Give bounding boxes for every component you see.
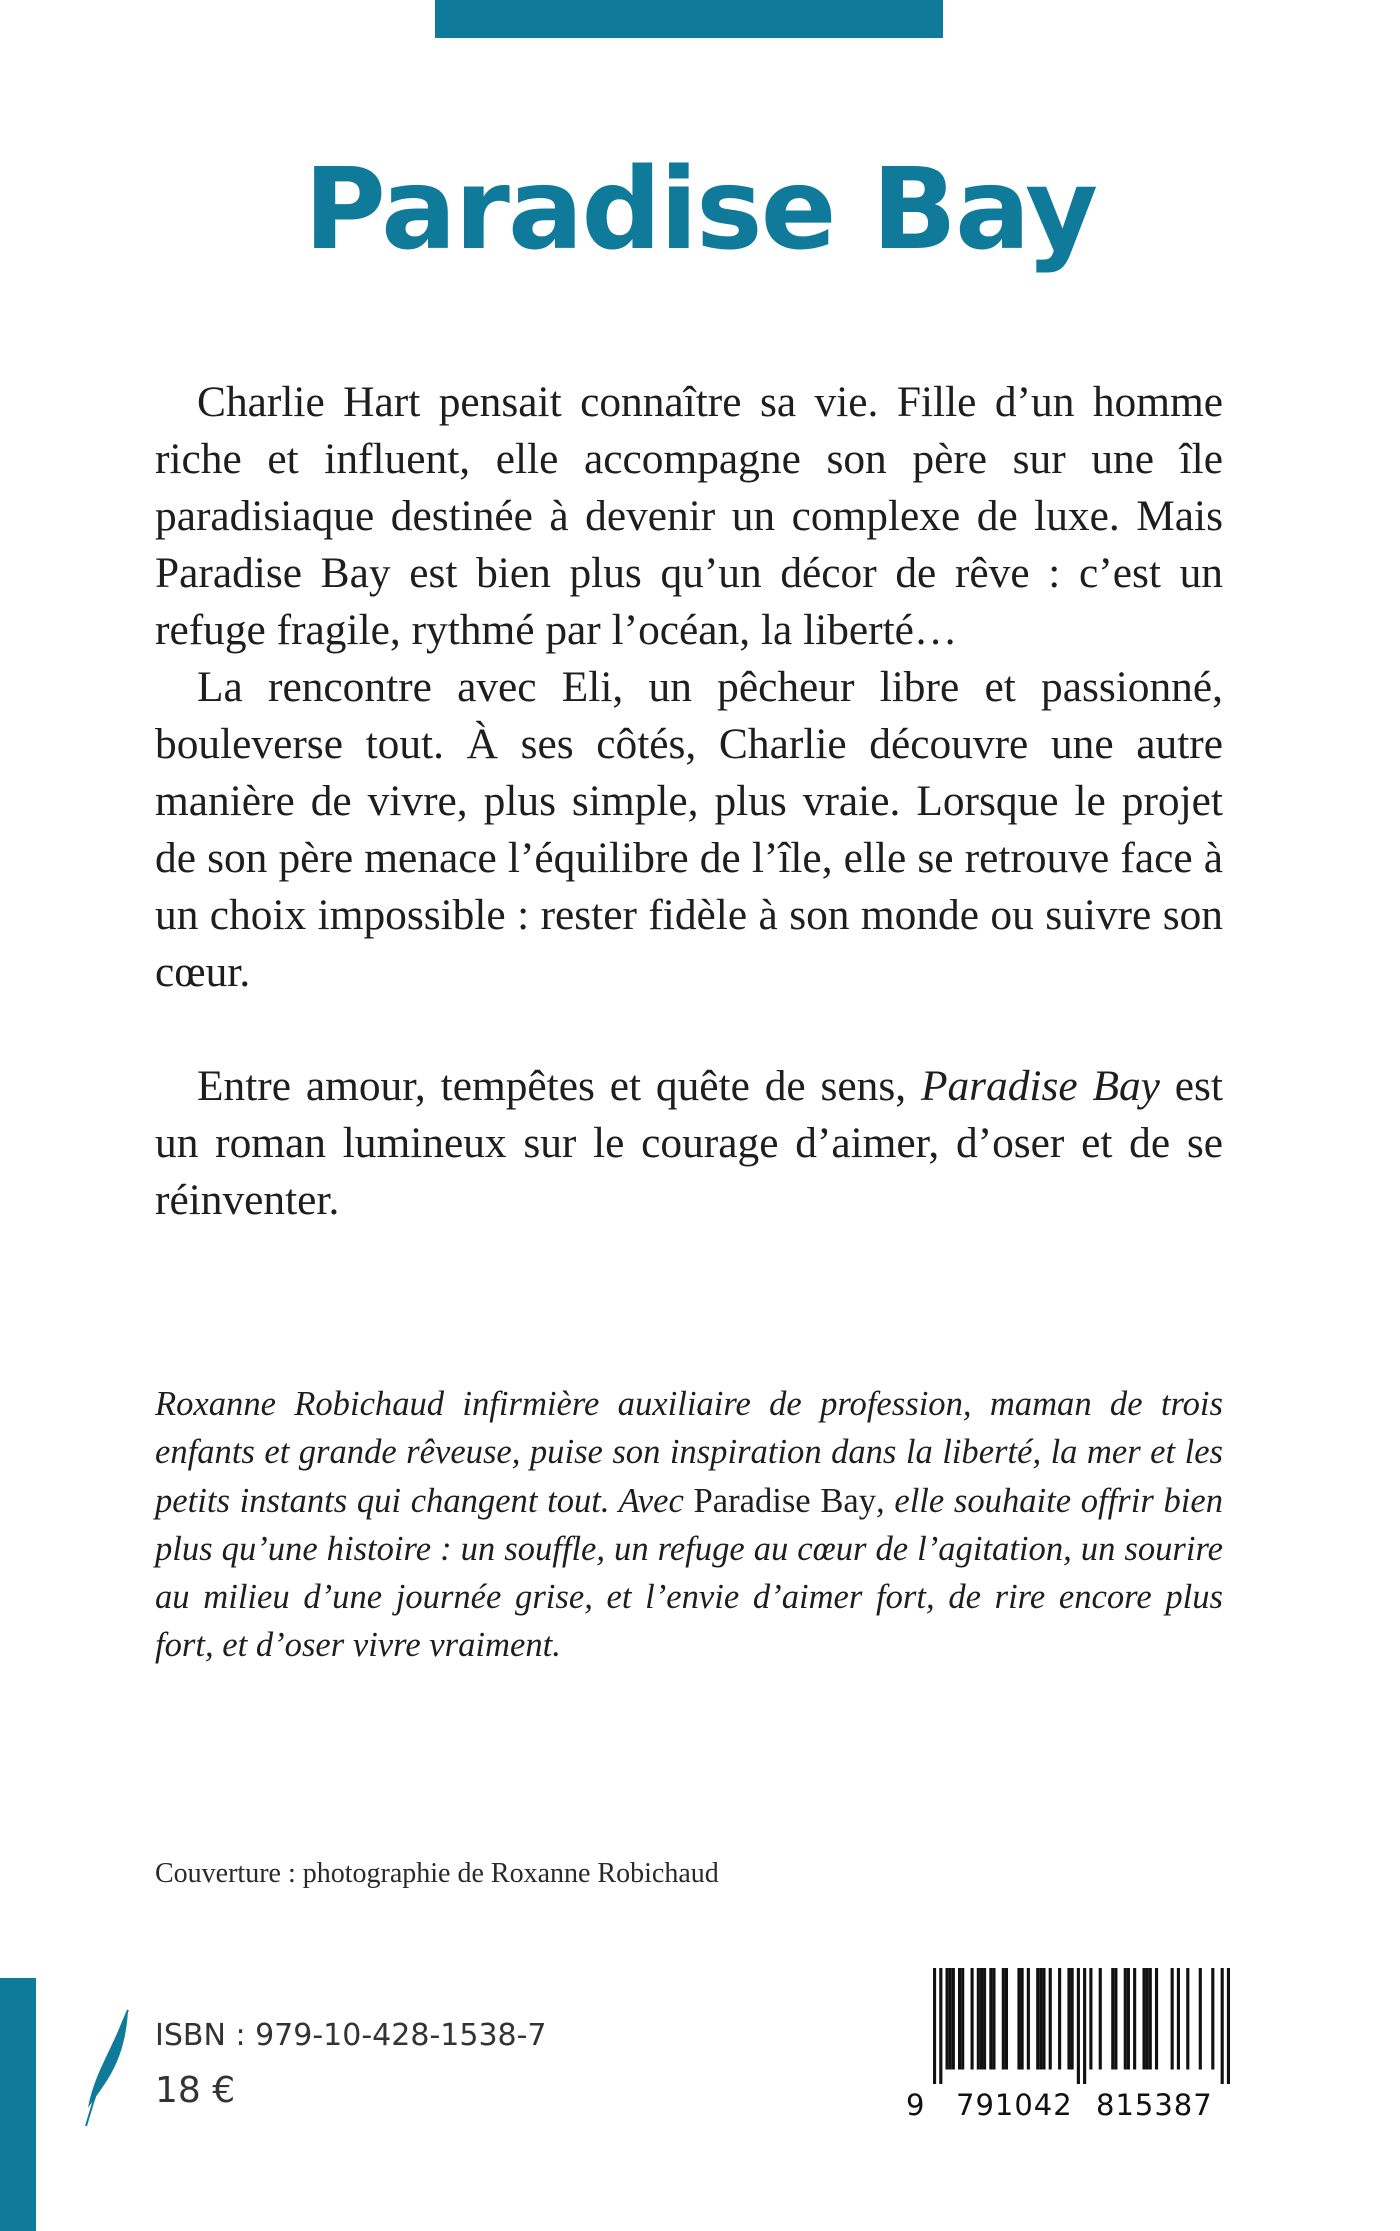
barcode-bar [1036,1968,1039,2070]
barcode-bar [1177,1968,1180,2070]
barcode-bar [1005,1968,1008,2070]
blurb-paragraph-3-start: Entre amour, tempêtes et quête de sens, [197,1062,921,1110]
barcode-bar [1077,1968,1080,2084]
author-bio-end: , elle souhaite offrir bien plus qu’une histoire : un souffle, un refuge au cœur de l’agitation, un sourire au milieu d’une journée grise, et l’envie d’aimer fort, de rire encore plus fort, et d’oser vivre vraiment. [155,1481,1223,1665]
barcode-bar [1199,1968,1202,2070]
blurb-paragraph-2: La rencontre avec Eli, un pêcheur libre et passionné, bouleverse tout. À ses côtés, Charlie découvre une autre manière de vivre, plus simple, plus vraie. Lorsque le projet de son père menace l’équilibre de l’île, elle se retrouve face à un choix impossible : rester fidèle à son monde ou suivre son cœur. [155,663,1223,996]
barcode-bar [1089,1968,1092,2070]
barcode-bar [1027,1968,1030,2070]
blurb-title-italic: Paradise Bay [920,1062,1160,1110]
barcode-bar [1111,1968,1114,2070]
author-bio-title: Paradise Bay [693,1481,877,1520]
barcode-bar [971,1968,974,2070]
barcode-bar [1171,1968,1174,2070]
barcode-bar [1058,1968,1061,2070]
author-bio [155,1380,1223,1670]
barcode-bar [1211,1968,1214,2070]
author-bio-start: Roxanne Robichaud infirmière auxiliaire de profession, maman de trois enfants et grande rêveuse, puise son inspiration dans la liberté, la mer et les petits instants qui changent tout. Avec [155,1385,1223,1520]
barcode-bars [933,1968,1230,2084]
barcode-bar [983,1968,986,2070]
barcode-bar [1002,1968,1005,2070]
barcode-bar [1155,1968,1158,2070]
barcode-bar [1049,1968,1052,2070]
barcode-bar [939,1968,942,2084]
barcode-bar [1124,1968,1127,2070]
barcode-bar [961,1968,964,2070]
feather-icon [84,2008,134,2128]
barcode-bar [1146,1968,1149,2070]
barcode-bar [992,1968,995,2070]
barcode-bar [933,1968,936,2084]
barcode-bar [1221,1968,1224,2084]
barcode-bar [1042,1968,1045,2070]
barcode-bar [1227,1968,1230,2084]
barcode-bar [952,1968,955,2070]
barcode-bar [946,1968,949,2070]
side-accent-bar [0,1978,36,2231]
barcode-bar [1114,1968,1117,2070]
barcode-bar [1133,1968,1136,2070]
top-accent-bar [435,0,943,38]
barcode-digits-right: 815387 [1096,2088,1213,2122]
barcode-bar [980,1968,983,2070]
barcode-bar [1067,1968,1070,2070]
barcode-bar [1142,1968,1145,2070]
barcode-bar [1039,1968,1042,2070]
cover-credit: Couverture : photographie de Roxanne Robichaud [155,1858,719,1889]
barcode-bar [1099,1968,1102,2070]
barcode-bar [989,1968,992,2070]
barcode-bar [1021,1968,1024,2070]
price: 18 € [155,2070,236,2111]
barcode-bar [1071,1968,1074,2070]
book-title: Paradise Bay [303,145,1097,275]
barcode-bar [1186,1968,1189,2070]
blurb-paragraph-3 [155,1058,1223,1229]
isbn-number: ISBN : 979-10-428-1538-7 [155,2018,547,2053]
barcode-bar [958,1968,961,2070]
barcode [900,1968,1230,2130]
barcode-digits-left: 791042 [956,2088,1073,2122]
barcode-digit-first: 9 [906,2088,926,2122]
barcode-bar [1017,1968,1020,2070]
barcode-bar [1083,1968,1086,2084]
blurb-paragraph-1: Charlie Hart pensait connaître sa vie. Fille d’un homme riche et influent, elle accompagne son père sur une île paradisiaque destinée à devenir un complexe de luxe. Mais Paradise Bay est bien plus qu’un décor de rêve : c’est un refuge fragile, rythmé par l’océan, la liberté… [155,378,1223,654]
barcode-bar [1127,1968,1130,2070]
barcode-bar [977,1968,980,2070]
barcode-bar [1149,1968,1152,2070]
back-cover-blurb [155,374,1223,1229]
blurb-paragraph-3-end: est un roman lumineux sur le courage d’aimer, d’oser et de se réinventer. [155,1062,1223,1224]
barcode-bar [949,1968,952,2070]
